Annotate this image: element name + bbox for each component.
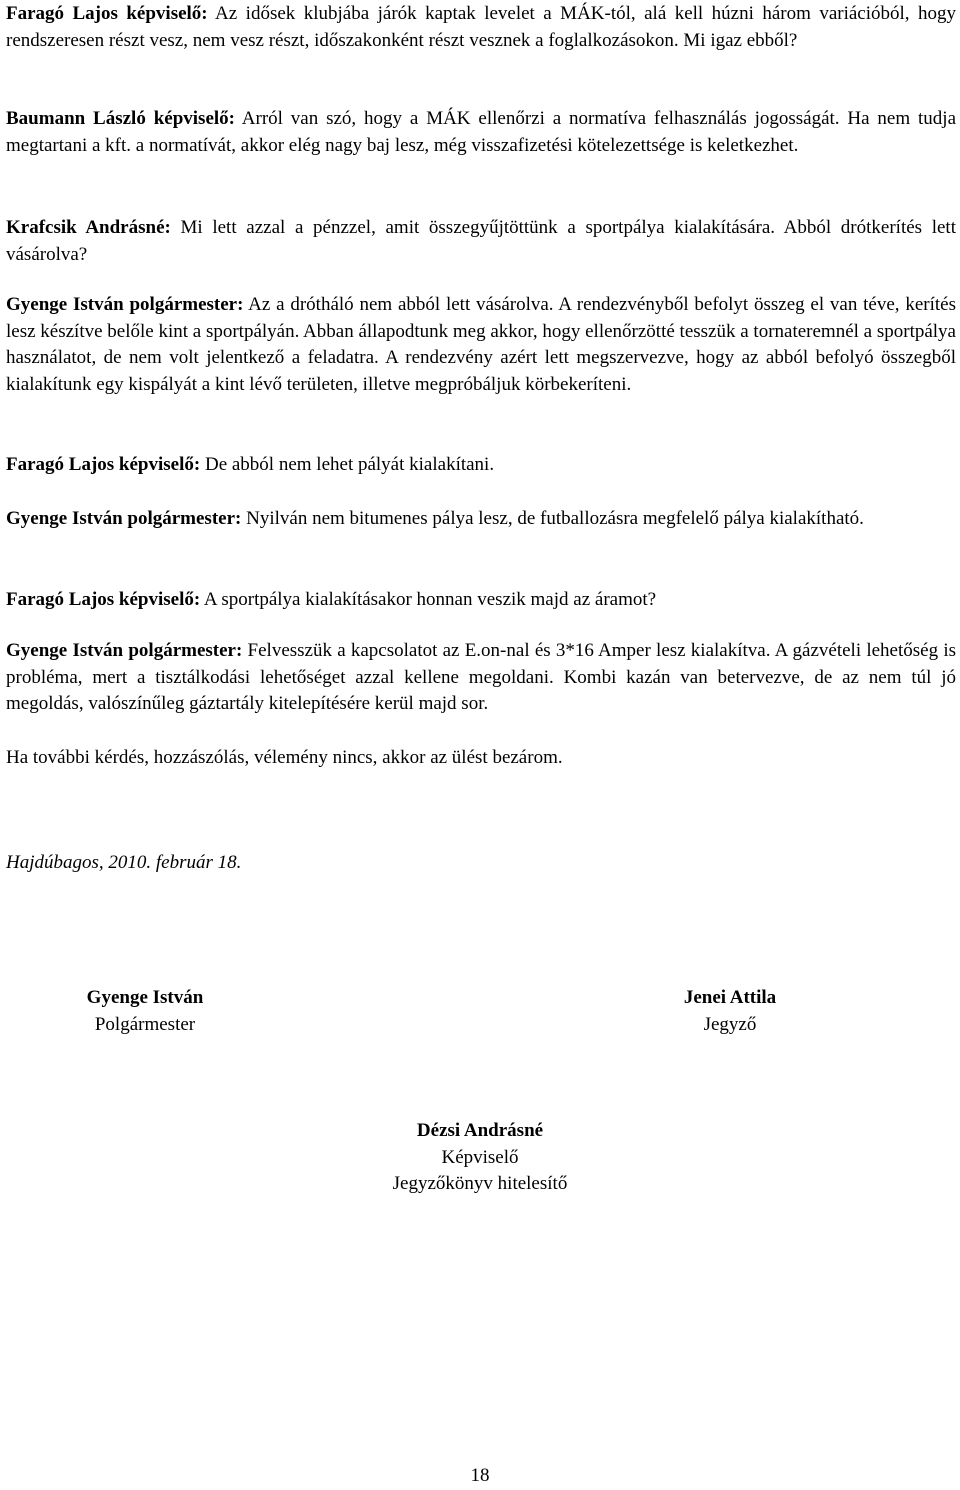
signature-center	[340, 1118, 620, 1198]
paragraph	[6, 506, 864, 533]
speaker-name: Baumann László képviselő:	[6, 108, 235, 129]
signer-role-secondary: Jegyzőkönyv hitelesítő	[392, 1173, 568, 1194]
signature-right	[650, 985, 810, 1038]
closing-paragraph	[6, 745, 563, 772]
paragraph-text: Ha további kérdés, hozzászólás, vélemény nincs, akkor az ülést bezárom.	[6, 747, 563, 768]
signer-role: Polgármester	[94, 1013, 196, 1035]
paragraph	[6, 638, 956, 718]
speaker-name: Faragó Lajos képviselő:	[6, 589, 201, 610]
paragraph	[6, 106, 956, 159]
paragraph-text: Felvesszük a kapcsolatot az E.on-nal és 3*16 Amper lesz kialakítva. A gázvételi lehetőség is probléma, mert a tisztálkodási lehetőséget azzal kellene megoldani. Kombi kazán van betervezve, de az nem túl jó megoldás, valószínűleg gáztartály kitelepítésére kerül majd sor.	[6, 640, 956, 714]
signer-role: Jegyző	[703, 1013, 757, 1035]
speaker-name: Faragó Lajos képviselő:	[6, 3, 208, 24]
paragraph	[6, 587, 656, 614]
paragraph-text: Arról van szó, hogy a MÁK ellenőrzi a normatíva felhasználás jogosságát. Ha nem tudja megtartani a kft. a normatívát, akkor elég nagy baj lesz, még visszafizetési kötelezettsége is keletkezhet.	[6, 108, 956, 156]
signer-name: Gyenge István	[86, 987, 204, 1008]
signature-left	[60, 985, 230, 1038]
speaker-name: Gyenge István polgármester:	[6, 294, 244, 315]
paragraph	[6, 452, 494, 479]
signer-role: Képviselő	[441, 1146, 519, 1168]
paragraph-text: Az idősek klubjába járók kaptak levelet a MÁK-tól, alá kell húzni három variációból, hogy rendszeresen részt vesz, nem vesz részt, időszakonként részt vesznek a foglalkozásokon. Mi igaz ebből?	[6, 3, 956, 51]
place-and-date: Hajdúbagos, 2010. február 18.	[6, 852, 242, 873]
paragraph-text: De abból nem lehet pályát kialakítani.	[200, 454, 495, 475]
speaker-name: Gyenge István polgármester:	[6, 508, 242, 529]
paragraph-text: Mi lett azzal a pénzzel, amit összegyűjtöttünk a sportpálya kialakítására. Abból drótkerítés lett vásárolva?	[6, 217, 956, 265]
speaker-name: Faragó Lajos képviselő:	[6, 454, 201, 475]
paragraph	[6, 292, 956, 398]
speaker-name: Krafcsik Andrásné:	[6, 217, 171, 238]
paragraph-text: A sportpálya kialakításakor honnan veszik majd az áramot?	[200, 589, 657, 610]
page-number: 18	[470, 1465, 490, 1486]
signer-name: Jenei Attila	[683, 987, 777, 1008]
speaker-name: Gyenge István polgármester:	[6, 640, 243, 661]
paragraph	[6, 1, 956, 54]
paragraph-text: Nyilván nem bitumenes pálya lesz, de futballozásra megfelelő pálya kialakítható.	[241, 508, 864, 529]
paragraph	[6, 215, 956, 268]
paragraph-text: Az a drótháló nem abból lett vásárolva. A rendezvényből befolyt összeg el van téve, kerítés lesz készítve belőle kint a sportpályán. Abban állapodtunk meg akkor, hogy ellenőrzötté tesszük a tornateremnél a sportpálya használatot, de nem volt jelentkező a feladatra. A rendezvény azért lett megszervezve, hogy az abból befolyó összegből kialakítunk egy kispályát a kint lévő területen, illetve megpróbáljuk körbekeríteni.	[6, 294, 956, 395]
signer-name: Dézsi Andrásné	[416, 1120, 544, 1141]
